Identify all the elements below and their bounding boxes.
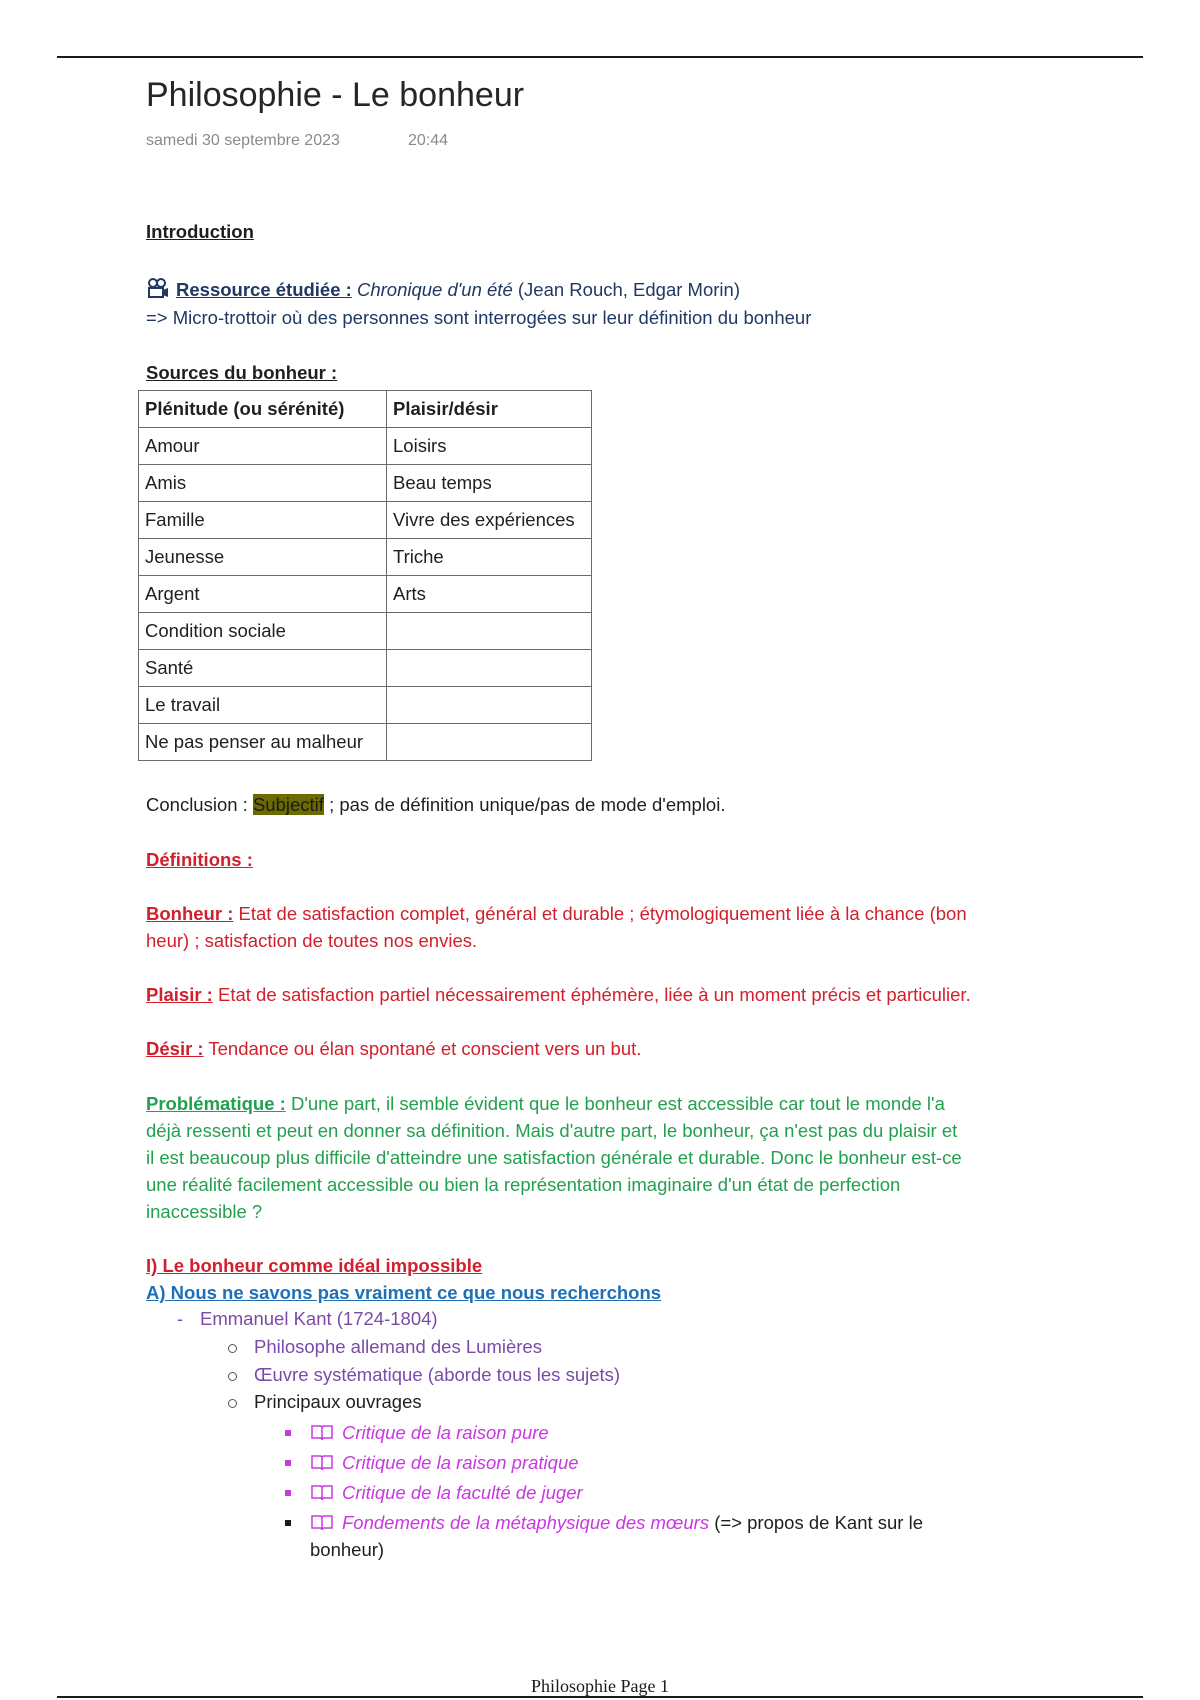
resource-title: Chronique d'un été — [356, 279, 513, 300]
film-projector-icon — [146, 277, 170, 306]
intro-heading: Introduction — [146, 221, 254, 242]
bonheur-label: Bonheur : — [146, 903, 234, 924]
plaisir-text: Etat de satisfaction partiel nécessairement éphémère, liée à un moment précis et particulier. — [217, 984, 971, 1005]
page-date: samedi 30 septembre 2023 — [146, 132, 340, 149]
table-cell: Ne pas penser au malheur — [139, 724, 387, 761]
table-cell: Beau temps — [387, 465, 592, 502]
square-bullet — [285, 1430, 291, 1436]
table-cell: Amour — [139, 428, 387, 465]
part1-subheading: A) Nous ne savons pas vraiment ce que nous recherchons — [146, 1282, 662, 1303]
table-cell: Famille — [139, 502, 387, 539]
table-cell: Arts — [387, 576, 592, 613]
table-row — [139, 502, 592, 539]
table-row — [139, 576, 592, 613]
problematique-line-4: une réalité facilement accessible ou bien la représentation imaginaire d'un état de perfection — [146, 1174, 901, 1195]
table-cell: Amis — [139, 465, 387, 502]
table-row — [139, 428, 592, 465]
work-title: Fondements de la métaphysique des mœurs — [342, 1512, 710, 1533]
problematique-line-2: déjà ressenti et peut en donner sa définition. Mais d'autre part, le bonheur, ça n'est pas du plaisir et — [146, 1120, 958, 1141]
table-row — [139, 613, 592, 650]
resource-note: => Micro-trottoir où des personnes sont interrogées sur leur définition du bonheur — [146, 307, 812, 328]
table-cell: Le travail — [139, 687, 387, 724]
work-1 — [310, 1419, 549, 1449]
work-4 — [310, 1509, 923, 1539]
table-row — [139, 650, 592, 687]
work-4-note-1: (=> propos de Kant sur le — [714, 1512, 924, 1533]
conclusion-rest: ; pas de définition unique/pas de mode d'emploi. — [329, 794, 726, 815]
definition-desir — [146, 1035, 641, 1062]
table-row — [139, 465, 592, 502]
work-2 — [310, 1449, 579, 1479]
bonheur-text-1: Etat de satisfaction complet, général et durable ; étymologiquement liée à la chance (bon — [238, 903, 967, 924]
work-title: Critique de la raison pratique — [342, 1452, 579, 1473]
top-rule — [57, 56, 1143, 58]
work-3 — [310, 1479, 583, 1509]
work-title: Critique de la raison pure — [342, 1422, 549, 1443]
table-cell — [387, 724, 592, 761]
table-cell — [387, 650, 592, 687]
square-bullet — [285, 1490, 291, 1496]
resource-label: Ressource étudiée : — [176, 279, 352, 300]
book-icon — [310, 1482, 334, 1509]
table-header-row — [139, 391, 592, 428]
conclusion-highlight: Subjectif — [252, 794, 324, 815]
circle-bullet — [228, 1344, 237, 1353]
column-header-plenitude: Plénitude (ou sérénité) — [139, 391, 387, 428]
problematique-label: Problématique : — [146, 1093, 286, 1114]
table-cell: Argent — [139, 576, 387, 613]
table-cell: Jeunesse — [139, 539, 387, 576]
table-row — [139, 687, 592, 724]
problematique-line-3: il est beaucoup plus difficile d'atteindre une satisfaction générale et durable. Donc le bonheur est-ce — [146, 1147, 962, 1168]
part1-heading: I) Le bonheur comme idéal impossible — [146, 1255, 483, 1276]
page-footer: Philosophie Page 1 — [531, 1676, 669, 1696]
kant-point-2: Œuvre systématique (aborde tous les sujets) — [254, 1364, 621, 1385]
sources-table — [138, 390, 592, 761]
definition-bonheur — [146, 900, 967, 927]
table-cell: Triche — [387, 539, 592, 576]
problematique-text-1: D'une part, il semble évident que le bonheur est accessible car tout le monde l'a — [290, 1093, 945, 1114]
circle-bullet — [228, 1372, 237, 1381]
problematique-line-5: inaccessible ? — [146, 1201, 263, 1222]
definitions-heading: Définitions : — [146, 849, 253, 870]
desir-label: Désir : — [146, 1038, 204, 1059]
square-bullet — [285, 1460, 291, 1466]
column-header-plaisir: Plaisir/désir — [387, 391, 592, 428]
circle-bullet — [228, 1399, 237, 1408]
table-cell: Vivre des expériences — [387, 502, 592, 539]
table-cell — [387, 687, 592, 724]
square-bullet — [285, 1520, 291, 1526]
author-kant: Emmanuel Kant (1724-1804) — [200, 1308, 438, 1329]
resource-line — [146, 276, 740, 306]
bonheur-text-2: heur) ; satisfaction de toutes nos envies. — [146, 930, 478, 951]
plaisir-label: Plaisir : — [146, 984, 213, 1005]
table-cell: Santé — [139, 650, 387, 687]
book-icon — [310, 1422, 334, 1449]
table-row — [139, 539, 592, 576]
work-title: Critique de la faculté de juger — [342, 1482, 583, 1503]
book-icon — [310, 1512, 334, 1539]
kant-point-3: Principaux ouvrages — [254, 1391, 422, 1412]
table-cell — [387, 613, 592, 650]
kant-point-1: Philosophe allemand des Lumières — [254, 1336, 542, 1357]
work-4-note-2: bonheur) — [310, 1539, 385, 1560]
definition-plaisir — [146, 981, 971, 1008]
table-cell: Loisirs — [387, 428, 592, 465]
conclusion-line — [146, 791, 725, 818]
table-row — [139, 724, 592, 761]
conclusion-label: Conclusion : — [146, 794, 248, 815]
resource-authors: (Jean Rouch, Edgar Morin) — [517, 279, 740, 300]
page-time: 20:44 — [408, 132, 449, 149]
book-icon — [310, 1452, 334, 1479]
page-title: Philosophie - Le bonheur — [146, 76, 525, 114]
sources-heading: Sources du bonheur : — [146, 362, 338, 383]
desir-text: Tendance ou élan spontané et conscient vers un but. — [208, 1038, 642, 1059]
dash-bullet: - — [177, 1308, 184, 1329]
bottom-rule — [57, 1696, 1143, 1698]
table-cell: Condition sociale — [139, 613, 387, 650]
problematique-line-1 — [146, 1090, 945, 1117]
